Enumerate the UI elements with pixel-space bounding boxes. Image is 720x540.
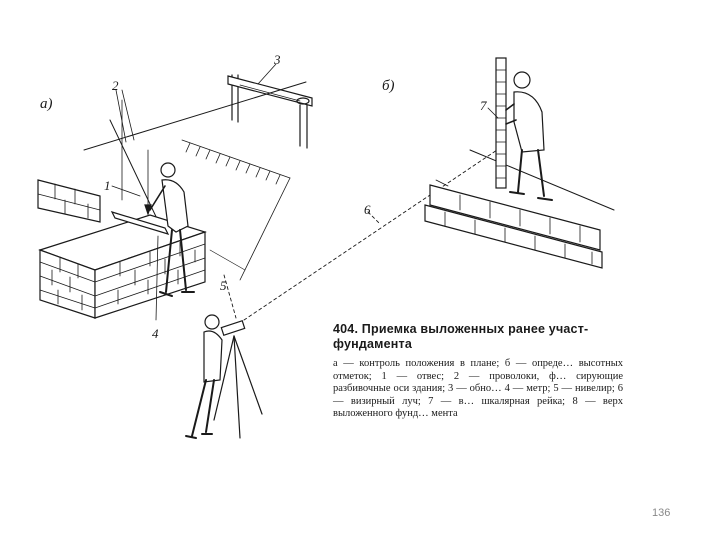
caption-body: а — контроль положения в плане; б — опреде… высотных отметок; 1 — отвес; 2 — проволоки, ф… сирующие разбивочные оси здания; 3 — обно… 4 — метр; 5 — нивелир; 6 — визирный луч; 7 — в… шкалярная рейка; 8 — верх выложенного фунд… мента — [333, 358, 623, 419]
batter-board — [228, 75, 312, 148]
page-number: 136 — [652, 507, 671, 519]
sight-ray — [224, 148, 500, 320]
caption-title-line1: 404. Приемка выложенных ранее участ- — [333, 322, 589, 336]
callout-2-a: 2 — [112, 78, 119, 93]
figure-caption — [333, 322, 623, 421]
leveling-staff — [496, 58, 506, 188]
panel-label-b: б) — [382, 78, 395, 94]
caption-title — [333, 322, 623, 352]
panel-label-a: а) — [40, 96, 53, 112]
callout-6: 6 — [364, 202, 371, 217]
caption-title-line2: фундамента — [333, 337, 412, 351]
axis-wires — [84, 82, 306, 225]
callout-3: 3 — [274, 52, 281, 67]
callout-1: 1 — [104, 178, 111, 193]
callout-4: 4 — [152, 326, 159, 341]
callout-7: 7 — [480, 98, 487, 113]
callout-5: 5 — [220, 278, 227, 293]
level-instrument — [186, 315, 262, 438]
